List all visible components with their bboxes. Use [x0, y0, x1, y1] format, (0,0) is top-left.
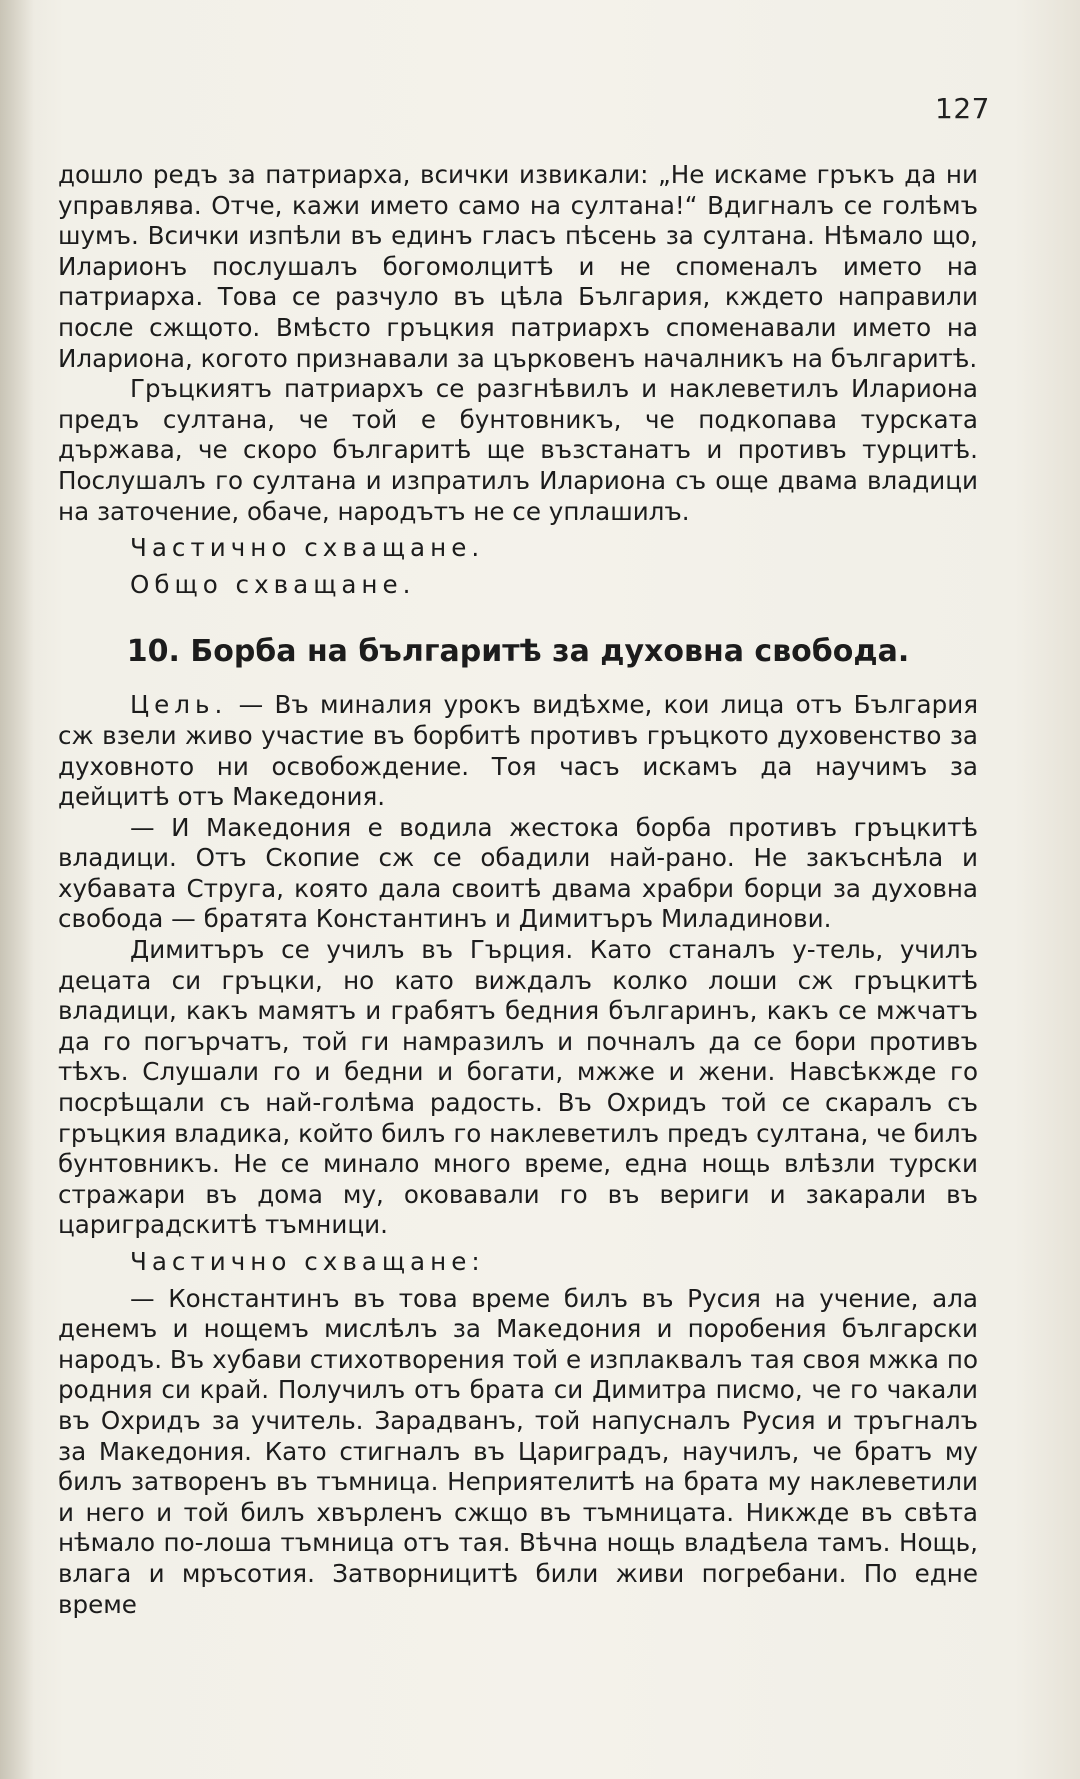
goal-label: Цель. — [130, 690, 228, 720]
spacer — [58, 600, 978, 632]
section-heading: 10. Борба на българитѣ за духовна свобода. — [126, 634, 910, 670]
paragraph-1: дошло редъ за патриарха, всички извикали: „Не искаме гръкъ да ни управлява. Отче, кажи името само на султана!“ Вдигналъ се голѣмъ шумъ. Всички изпѣли въ единъ гласъ пѣсень за султана. Нѣмало що, Иларионъ послушалъ богомолцитѣ и не споменалъ името на патриарха. Това се разчуло въ цѣла България, кждето направили после сжщото. Вмѣсто гръцкия патриархъ споменавали името на Илариона, когото признавали за църковенъ началникъ на българитѣ. — [58, 160, 978, 373]
partial-understanding-label-2: Частично схващане: — [130, 1247, 485, 1276]
goal-text: — Въ миналия урокъ видѣхме, кои лица отъ България сж взели живо участие въ борбитѣ противъ гръцкото духовенство за духовното ни освобождение. Тоя часъ искамъ да научимъ за дейцитѣ отъ Македония. — [58, 690, 978, 812]
page-gutter-shadow — [0, 0, 34, 1779]
paragraph-macedonia: — И Македония е водила жестока борба противъ гръцкитѣ владици. Отъ Скопие сж се обадили най-рано. Не закъснѣла и хубавата Струга, която дала своитѣ двама храбри борци за духовна свобода — братята Константинъ и Димитъръ Миладинови. — [58, 812, 978, 934]
general-understanding-label: Общо схващане. — [130, 569, 416, 599]
partial-understanding-label: Частично схващане. — [130, 533, 485, 563]
goal-paragraph — [58, 690, 978, 812]
page-content — [58, 160, 978, 1620]
paragraph-konstantin: — Константинъ въ това време билъ въ Русия на учение, ала денемъ и нощемъ мислѣлъ за Македония и поробения български народъ. Въ хубави стихотворения той е изплаквалъ тая своя мжка по родния си край. Получилъ отъ брата си Димитра писмо, че го чакали въ Охридъ за учитель. Зарадванъ, той напусналъ Русия и тръгналъ за Македония. Като стигналъ въ Цариградъ, научилъ, че братъ му билъ затворенъ въ тъмница. Неприятелитѣ на брата му наклеветили и него и той билъ хвърленъ сжщо въ тъмницата. Никжде въ свѣта нѣмало по-лоша тъмница отъ тая. Вѣчна нощь владѣела тамъ. Нощь, влага и мръсотия. Затворницитѣ били живи погребани. По едне време — [58, 1283, 978, 1619]
page-number: 127 — [935, 92, 990, 125]
paragraph-dimitar: Димитъръ се училъ въ Гърция. Като станалъ у-тель, училъ децата си гръцки, но като виждалъ колко лоши сж гръцкитѣ владици, какъ мамятъ и грабятъ бедния българинъ, какъ се мжчатъ да го погърчатъ, той ги намразилъ и почналъ да се бори противъ тѣхъ. Слушали го и бедни и богати, мжже и жени. Навсѣкжде го посрѣщали съ най-голѣма радость. Въ Охридъ той се скаралъ съ гръцкия владика, който билъ го наклеветилъ предъ султана, че билъ бунтовникъ. Не се минало много време, една нощь влѣзли турски стражари въ дома му, оковавали го въ вериги и закарали въ цариградскитѣ тъмници. — [58, 935, 978, 1240]
spacer — [58, 672, 978, 690]
paragraph-2: Гръцкиятъ патриархъ се разгнѣвилъ и наклеветилъ Илариона предъ султана, че той е бунтовникъ, че подкопава турската държава, че скоро българитѣ ще възстанатъ и противъ турцитѣ. Послушалъ го султана и изпратилъ Илариона съ още двама владици на заточение, обаче, народътъ не се уплашилъ. — [58, 374, 978, 526]
